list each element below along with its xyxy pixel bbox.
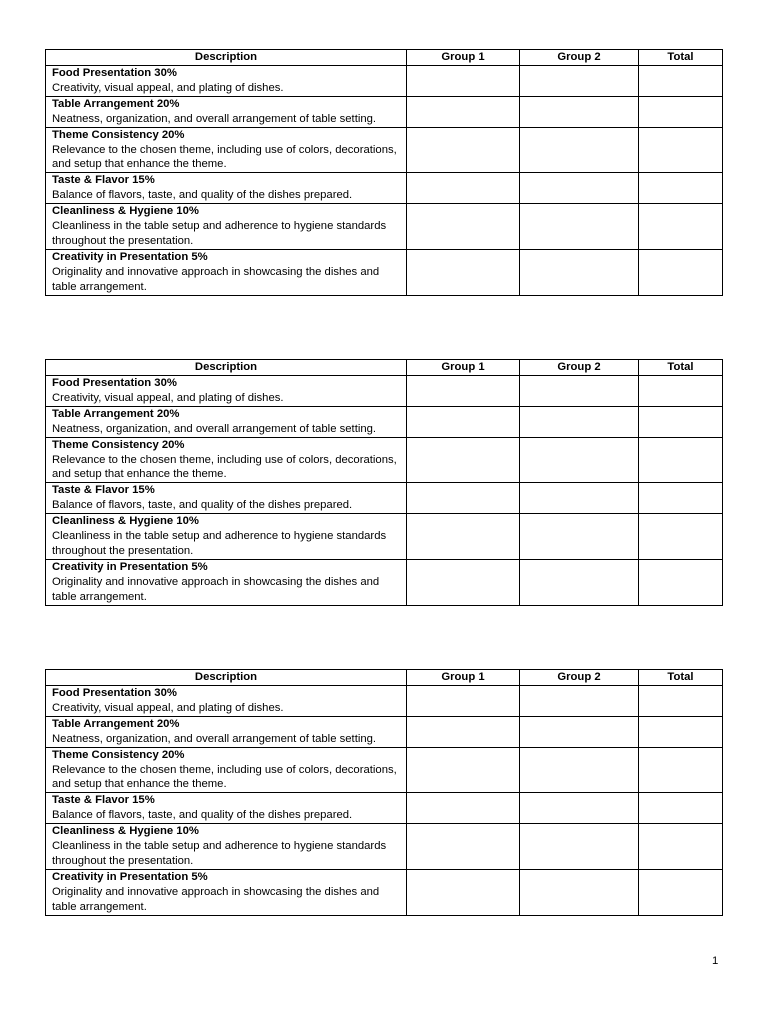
table-row — [46, 559, 723, 605]
total-score-cell[interactable] — [639, 824, 723, 870]
total-score-cell[interactable] — [639, 747, 723, 793]
group-1-score-cell[interactable] — [407, 173, 520, 204]
group-2-score-cell[interactable] — [520, 559, 639, 605]
criterion-cell — [46, 824, 407, 870]
header-group-1: Group 1 — [407, 50, 520, 66]
group-1-score-cell[interactable] — [407, 127, 520, 173]
group-1-score-cell[interactable] — [407, 96, 520, 127]
group-2-score-cell[interactable] — [520, 747, 639, 793]
group-1-score-cell[interactable] — [407, 824, 520, 870]
group-1-score-cell[interactable] — [407, 376, 520, 407]
group-2-score-cell[interactable] — [520, 127, 639, 173]
criterion-cell — [46, 249, 407, 295]
group-2-score-cell[interactable] — [520, 249, 639, 295]
group-2-score-cell[interactable] — [520, 793, 639, 824]
header-description: Description — [46, 360, 407, 376]
criterion-description: Relevance to the chosen theme, including use of colors, decorations, and setup that enhance the theme. — [52, 763, 397, 791]
criterion-cell — [46, 173, 407, 204]
table-row — [46, 716, 723, 747]
criterion-description: Creativity, visual appeal, and plating of dishes. — [52, 81, 284, 94]
group-1-score-cell[interactable] — [407, 204, 520, 250]
criterion-title: Table Arrangement 20% — [52, 717, 180, 730]
criterion-cell — [46, 747, 407, 793]
group-2-score-cell[interactable] — [520, 483, 639, 514]
total-score-cell[interactable] — [639, 406, 723, 437]
criterion-title: Food Presentation 30% — [52, 687, 177, 699]
header-group-1: Group 1 — [407, 360, 520, 376]
total-score-cell[interactable] — [639, 716, 723, 747]
criterion-cell — [46, 437, 407, 483]
table-row — [46, 747, 723, 793]
table-row — [46, 793, 723, 824]
table-row — [46, 824, 723, 870]
total-score-cell[interactable] — [639, 173, 723, 204]
total-score-cell[interactable] — [639, 793, 723, 824]
criterion-title: Table Arrangement 20% — [52, 97, 180, 110]
criterion-title: Cleanliness & Hygiene 10% — [52, 515, 199, 528]
group-1-score-cell[interactable] — [407, 483, 520, 514]
criterion-cell — [46, 127, 407, 173]
group-1-score-cell[interactable] — [407, 747, 520, 793]
header-group-1: Group 1 — [407, 670, 520, 686]
header-row — [46, 360, 723, 376]
criterion-title: Cleanliness & Hygiene 10% — [52, 825, 199, 838]
header-total: Total — [639, 50, 723, 66]
criterion-description: Originality and innovative approach in showcasing the dishes and table arrangement. — [52, 885, 380, 913]
header-group-2: Group 2 — [520, 50, 639, 66]
criterion-title: Creativity in Presentation 5% — [52, 560, 208, 573]
criterion-title: Table Arrangement 20% — [52, 407, 180, 420]
group-2-score-cell[interactable] — [520, 173, 639, 204]
total-score-cell[interactable] — [639, 483, 723, 514]
header-total: Total — [639, 360, 723, 376]
criterion-title: Theme Consistency 20% — [52, 438, 185, 451]
criterion-description: Balance of flavors, taste, and quality of the dishes prepared. — [52, 809, 353, 822]
rubric-table-2 — [45, 359, 723, 606]
total-score-cell[interactable] — [639, 249, 723, 295]
criterion-title: Theme Consistency 20% — [52, 128, 185, 141]
criterion-description: Creativity, visual appeal, and plating of dishes. — [52, 701, 284, 714]
total-score-cell[interactable] — [639, 204, 723, 250]
criterion-title: Creativity in Presentation 5% — [52, 250, 208, 263]
criterion-title: Taste & Flavor 15% — [52, 484, 155, 497]
criterion-description: Cleanliness in the table setup and adherence to hygiene standards throughout the presentation. — [52, 220, 387, 247]
criterion-title: Taste & Flavor 15% — [52, 794, 155, 807]
group-2-score-cell[interactable] — [520, 824, 639, 870]
table-row — [46, 204, 723, 250]
criterion-cell — [46, 559, 407, 605]
criterion-cell — [46, 66, 407, 97]
table-row — [46, 437, 723, 483]
header-description: Description — [46, 670, 407, 686]
rubric-table-1 — [45, 49, 723, 296]
criterion-description: Creativity, visual appeal, and plating of dishes. — [52, 391, 284, 404]
criterion-description: Relevance to the chosen theme, including use of colors, decorations, and setup that enhance the theme. — [52, 453, 397, 481]
criterion-cell — [46, 514, 407, 560]
criterion-title: Cleanliness & Hygiene 10% — [52, 205, 199, 218]
header-row — [46, 50, 723, 66]
criterion-title: Creativity in Presentation 5% — [52, 870, 208, 883]
group-1-score-cell[interactable] — [407, 406, 520, 437]
criterion-description: Neatness, organization, and overall arrangement of table setting. — [52, 422, 377, 435]
total-score-cell[interactable] — [639, 514, 723, 560]
criterion-description: Balance of flavors, taste, and quality of the dishes prepared. — [52, 499, 353, 512]
table-row — [46, 869, 723, 915]
group-2-score-cell[interactable] — [520, 96, 639, 127]
total-score-cell[interactable] — [639, 376, 723, 407]
header-group-2: Group 2 — [520, 670, 639, 686]
table-row — [46, 406, 723, 437]
group-1-score-cell[interactable] — [407, 514, 520, 560]
header-total: Total — [639, 670, 723, 686]
group-2-score-cell[interactable] — [520, 406, 639, 437]
criterion-title: Taste & Flavor 15% — [52, 174, 155, 187]
rubric-table-3 — [45, 669, 723, 916]
group-1-score-cell[interactable] — [407, 793, 520, 824]
criterion-description: Cleanliness in the table setup and adherence to hygiene standards throughout the presentation. — [52, 530, 387, 557]
group-1-score-cell[interactable] — [407, 249, 520, 295]
group-2-score-cell[interactable] — [520, 376, 639, 407]
table-row — [46, 96, 723, 127]
total-score-cell[interactable] — [639, 437, 723, 483]
header-description: Description — [46, 50, 407, 66]
group-2-score-cell[interactable] — [520, 716, 639, 747]
criterion-title: Theme Consistency 20% — [52, 748, 185, 761]
criterion-cell — [46, 376, 407, 407]
criterion-description: Cleanliness in the table setup and adherence to hygiene standards throughout the presentation. — [52, 840, 387, 867]
total-score-cell[interactable] — [639, 559, 723, 605]
total-score-cell[interactable] — [639, 686, 723, 717]
criterion-title: Food Presentation 30% — [52, 67, 177, 79]
page-number: 1 — [712, 955, 719, 967]
criterion-cell — [46, 716, 407, 747]
table-row — [46, 249, 723, 295]
group-2-score-cell[interactable] — [520, 204, 639, 250]
criterion-title: Food Presentation 30% — [52, 377, 177, 389]
total-score-cell[interactable] — [639, 96, 723, 127]
group-1-score-cell[interactable] — [407, 559, 520, 605]
table-row — [46, 376, 723, 407]
group-2-score-cell[interactable] — [520, 869, 639, 915]
group-1-score-cell[interactable] — [407, 437, 520, 483]
total-score-cell[interactable] — [639, 127, 723, 173]
table-row — [46, 483, 723, 514]
table-row — [46, 127, 723, 173]
criterion-cell — [46, 686, 407, 717]
group-2-score-cell[interactable] — [520, 437, 639, 483]
table-row — [46, 686, 723, 717]
group-1-score-cell[interactable] — [407, 716, 520, 747]
criterion-cell — [46, 869, 407, 915]
group-1-score-cell[interactable] — [407, 869, 520, 915]
criterion-description: Originality and innovative approach in showcasing the dishes and table arrangement. — [52, 265, 380, 293]
criterion-cell — [46, 793, 407, 824]
group-1-score-cell[interactable] — [407, 686, 520, 717]
group-2-score-cell[interactable] — [520, 686, 639, 717]
group-2-score-cell[interactable] — [520, 514, 639, 560]
criterion-cell — [46, 483, 407, 514]
table-row — [46, 66, 723, 97]
criterion-cell — [46, 406, 407, 437]
criterion-description: Relevance to the chosen theme, including use of colors, decorations, and setup that enhance the theme. — [52, 143, 397, 171]
criterion-cell — [46, 96, 407, 127]
criterion-description: Neatness, organization, and overall arrangement of table setting. — [52, 732, 377, 745]
group-2-score-cell[interactable] — [520, 66, 639, 97]
criterion-description: Originality and innovative approach in showcasing the dishes and table arrangement. — [52, 575, 380, 603]
criterion-description: Neatness, organization, and overall arrangement of table setting. — [52, 112, 377, 125]
table-row — [46, 173, 723, 204]
table-row — [46, 514, 723, 560]
total-score-cell[interactable] — [639, 869, 723, 915]
criterion-description: Balance of flavors, taste, and quality of the dishes prepared. — [52, 189, 353, 202]
group-1-score-cell[interactable] — [407, 66, 520, 97]
header-row — [46, 670, 723, 686]
header-group-2: Group 2 — [520, 360, 639, 376]
criterion-cell — [46, 204, 407, 250]
total-score-cell[interactable] — [639, 66, 723, 97]
